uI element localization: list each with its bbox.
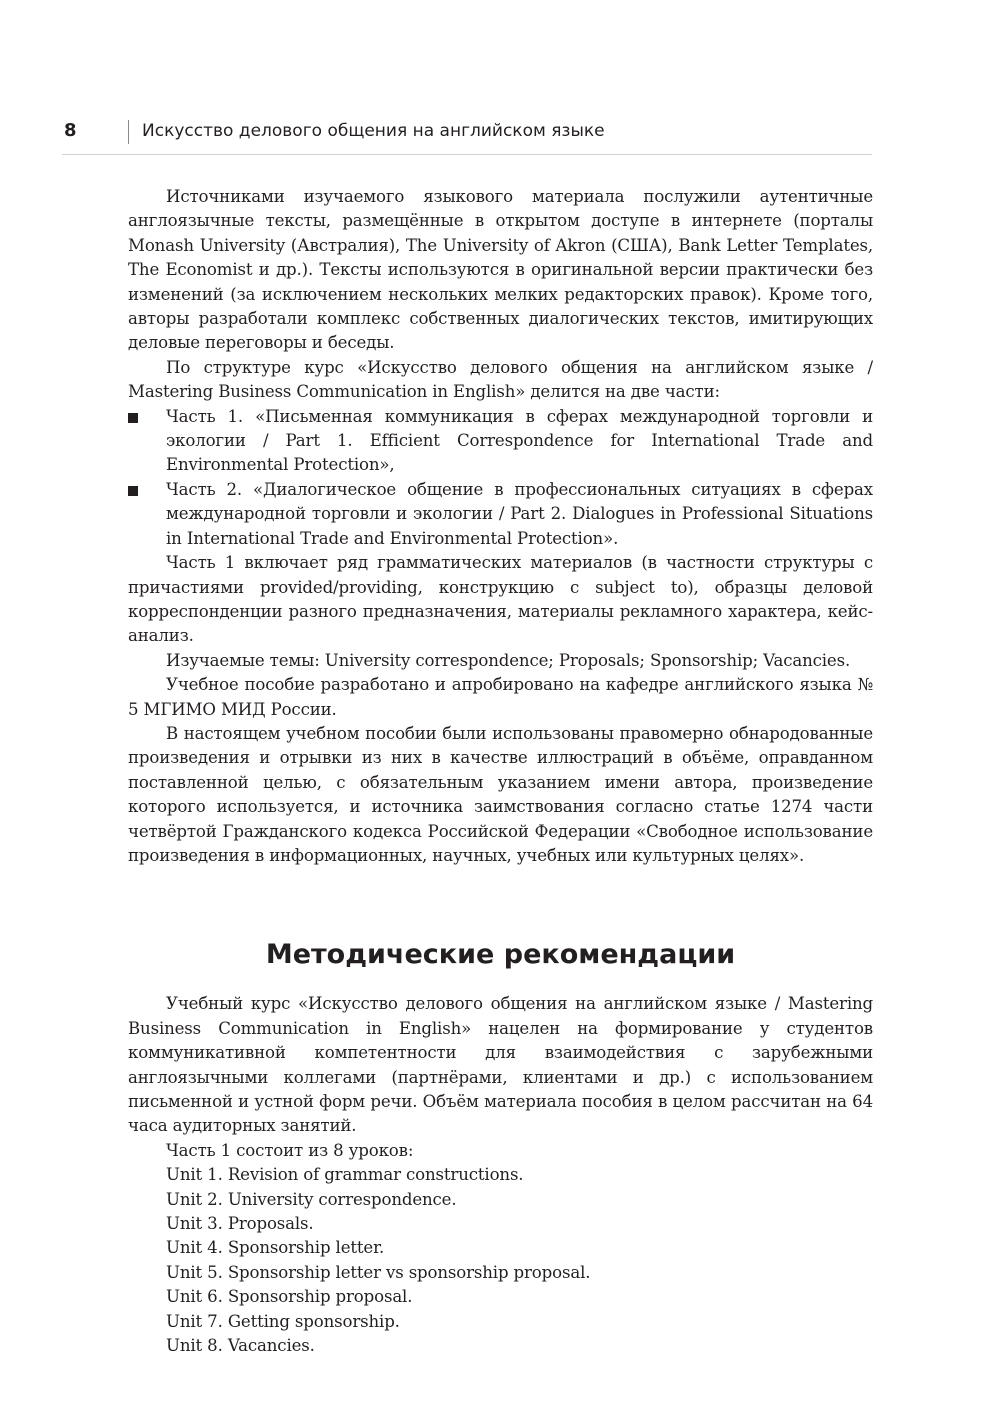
page-header (62, 118, 872, 155)
paragraph-structure: По структуре курс «Искусство делового общения на английском языке / Mastering Business Communication in English» делится на две части: (128, 357, 873, 402)
paragraph-copyright: В настоящем учебном пособии были использованы правомерно обнародованные произведения и отрывки из них в качестве иллюстраций в объёме, оправданном поставленной целью, с обязательным указанием имени автора, произведение которого используется, и источника заимствования согласно статье 1274 части четвёртой Гражданского кодекса Российской Федерации «Свободное использование произведения в информационных, научных, учебных или культурных целях». (128, 723, 873, 865)
list-item: Unit 7. Getting sponsorship. (166, 1311, 400, 1331)
list-item (128, 405, 873, 478)
page-number: 8 (64, 120, 77, 141)
list-item: Unit 8. Vacancies. (166, 1336, 315, 1356)
list-item: Unit 1. Revision of grammar constructions. (166, 1165, 524, 1185)
section-title: Методические рекомендации (265, 939, 736, 971)
running-title: Искусство делового общения на английском языке (142, 121, 605, 141)
list-item-text: Часть 1. «Письменная коммуникация в сферах международной торговли и экологии / Part 1. Efficient Correspondence for International Trade and Environmental Protection», (166, 406, 873, 475)
paragraph-part1: Часть 1 включает ряд грамматических материалов (в частности структуры с причастиями provided/providing, конструкцию с subject to), образцы деловой корреспонденции разного предназначения, материалы рекламного характера, кейс-анализ. (128, 553, 873, 646)
list-item: Unit 4. Sponsorship letter. (166, 1238, 385, 1258)
square-bullet-icon (128, 486, 138, 496)
paragraph-approval: Учебное пособие разработано и апробировано на кафедре английского языка № 5 МГИМО МИД России. (128, 675, 873, 719)
square-bullet-icon (128, 413, 138, 423)
paragraph-course-goal: Учебный курс «Искусство делового общения на английском языке / Mastering Business Communication in English» нацелен на формирование у студентов коммуникативной компетентности для взаимодействия с зарубежными англоязычными коллегами (партнёрами, клиентами и др.) с использованием письменной и устной форм речи. Объём материала пособия в целом рассчитан на 64 часа аудиторных занятий. (128, 994, 873, 1136)
list-item: Unit 5. Sponsorship letter vs sponsorship proposal. (166, 1262, 591, 1282)
header-divider (128, 120, 129, 144)
list-item: Unit 2. University correspondence. (166, 1189, 457, 1209)
list-item: Unit 6. Sponsorship proposal. (166, 1287, 413, 1307)
list-item (128, 478, 873, 551)
paragraph-sources: Источниками изучаемого языкового материала послужили аутентичные англоязычные тексты, размещённые в открытом доступе в интернете (порталы Monash University (Австралия), The University of Akron (США), Bank Letter Templates, The Economist и др.). Тексты используются в оригинальной версии практически без изменений (за исключением нескольких мелких редакторских правок). Кроме того, авторы разработали комплекс собственных диалогических текстов, имитирующих деловые переговоры и беседы. (128, 187, 873, 353)
page-content (128, 185, 873, 1358)
paragraph-topics: Изучаемые темы: University correspondence; Proposals; Sponsorship; Vacancies. (166, 650, 851, 670)
list-item: Unit 3. Proposals. (166, 1214, 314, 1234)
units-list (128, 1163, 873, 1358)
paragraph-units-intro: Часть 1 состоит из 8 уроков: (166, 1140, 414, 1160)
list-item-text: Часть 2. «Диалогическое общение в профессиональных ситуациях в сферах международной торговли и экологии / Part 2. Dialogues in Professional Situations in International Trade and Environmental Protection». (166, 479, 873, 548)
parts-list (128, 405, 873, 551)
